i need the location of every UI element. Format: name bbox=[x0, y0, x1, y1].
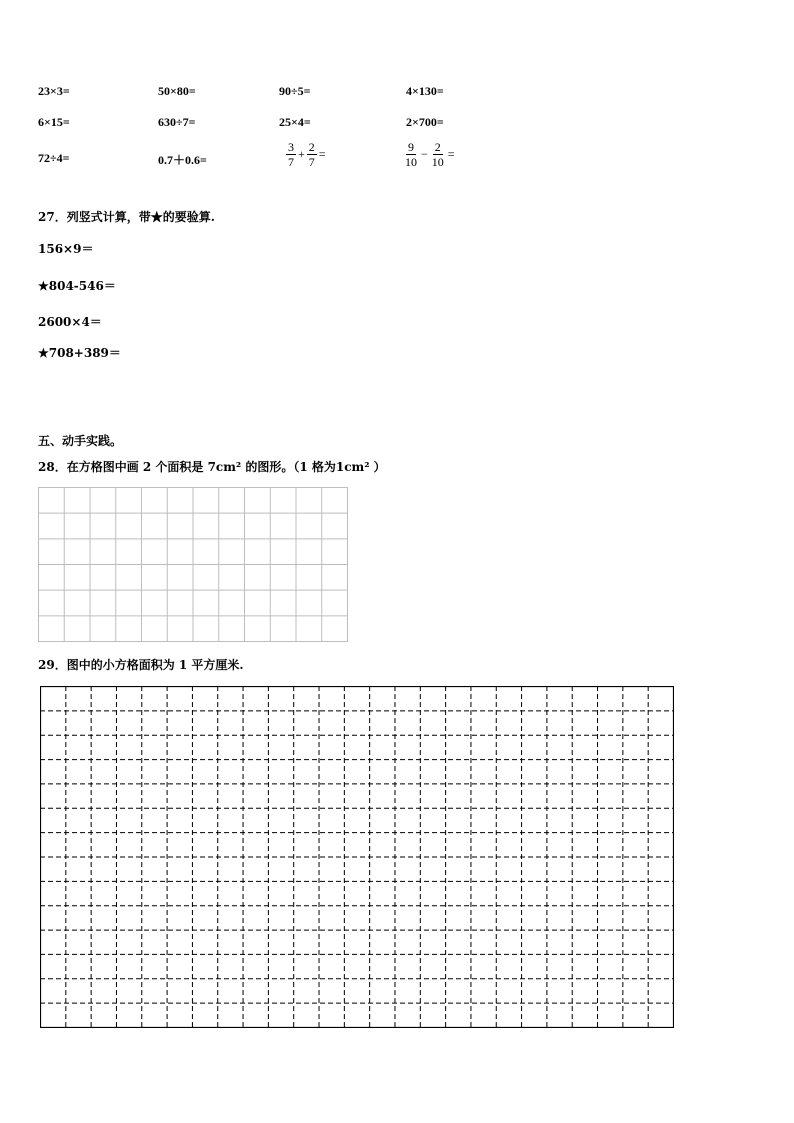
numerator: 2 bbox=[308, 140, 315, 154]
q27-title: 27．列竖式计算，带★的要验算. bbox=[38, 210, 215, 224]
q27-item: 156×9＝ bbox=[38, 242, 94, 256]
equals-sign: = bbox=[318, 147, 326, 161]
denominator: 10 bbox=[405, 155, 417, 169]
q29-text: 29．图中的小方格面积为 1 平方厘米. bbox=[38, 658, 244, 672]
equals-sign: = bbox=[447, 147, 455, 161]
numerator: 2 bbox=[434, 140, 441, 154]
fraction bbox=[286, 140, 296, 169]
calc-item: 25×4= bbox=[279, 115, 311, 129]
numerator: 9 bbox=[408, 140, 414, 154]
calc-item: 90÷5= bbox=[279, 84, 311, 98]
numerator: 3 bbox=[288, 140, 294, 154]
denominator: 7 bbox=[288, 155, 294, 169]
denominator: 7 bbox=[308, 155, 315, 169]
q27-item: ★804-546＝ bbox=[38, 279, 116, 293]
fraction bbox=[403, 140, 419, 169]
square-grid[interactable] bbox=[38, 487, 348, 642]
operator: − bbox=[421, 147, 428, 161]
fraction-expression-add bbox=[285, 140, 327, 169]
calc-item: 4×130= bbox=[406, 84, 444, 98]
grid-lines bbox=[38, 487, 348, 642]
q28-text: 28．在方格图中画 2 个面积是 7cm² 的图形。（1 格为1cm² ） bbox=[38, 460, 386, 474]
calc-item: 23×3= bbox=[38, 84, 70, 98]
calc-item: 50×80= bbox=[158, 84, 196, 98]
fraction-expression-subtract bbox=[402, 140, 456, 169]
dashed-square-grid[interactable] bbox=[40, 686, 674, 1028]
calc-item: 630÷7= bbox=[158, 115, 196, 129]
calc-item: 0.7＋0.6= bbox=[158, 153, 207, 167]
section-heading: 五、动手实践。 bbox=[38, 434, 123, 448]
calc-item: 6×15= bbox=[38, 115, 70, 129]
q27-item: ★708+389＝ bbox=[38, 346, 121, 360]
calc-item: 72÷4= bbox=[38, 151, 70, 165]
grid-lines bbox=[40, 686, 674, 1028]
calc-item: 2×700= bbox=[406, 115, 444, 129]
fraction bbox=[430, 140, 446, 169]
fraction bbox=[307, 140, 317, 169]
operator: + bbox=[298, 147, 305, 161]
denominator: 10 bbox=[431, 155, 444, 169]
q27-item: 2600×4＝ bbox=[38, 315, 102, 329]
